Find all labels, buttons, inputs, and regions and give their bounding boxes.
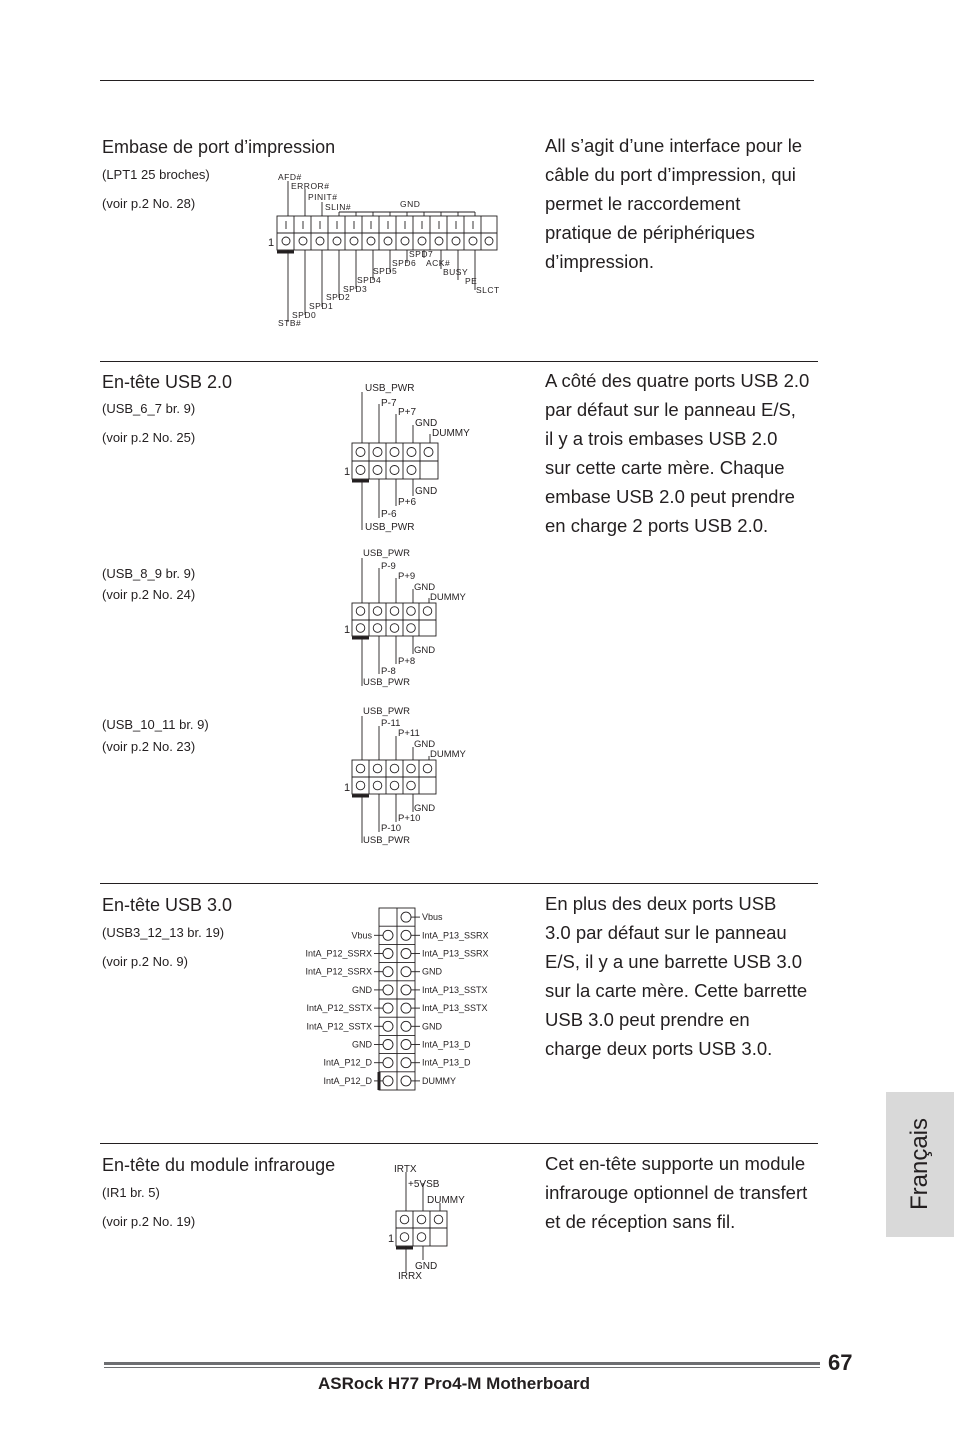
pin-label: P-11 xyxy=(381,718,401,729)
pin-label: SLCT xyxy=(476,285,500,295)
usb3-left-pin-label: Vbus xyxy=(351,930,372,941)
usb3-right-pin-label: IntA_P13_SSRX xyxy=(422,930,489,941)
usb3-right-pin-label: GND xyxy=(422,966,442,977)
pin-label: SPD0 xyxy=(292,310,317,320)
pin-label: P-9 xyxy=(381,561,396,572)
usb3-left-pin-label: IntA_P12_SSRX xyxy=(305,948,372,959)
lpt-subtitle: (LPT1 25 broches) xyxy=(102,167,210,182)
footer-rule xyxy=(104,1362,820,1365)
pin-label: SPD7 xyxy=(409,249,434,259)
pin-label: ERROR# xyxy=(291,181,330,191)
page-number: 67 xyxy=(828,1350,853,1375)
usb2-title: En-tête USB 2.0 xyxy=(102,372,233,392)
usb89-subtitle: (USB_8_9 br. 9) xyxy=(102,566,196,581)
usb3-right-pin-label: DUMMY xyxy=(422,1075,456,1086)
usb3-subtitle: (USB3_12_13 br. 19) xyxy=(102,925,225,940)
usb3-desc-line: charge deux ports USB 3.0. xyxy=(545,1038,773,1059)
pin-label: P-10 xyxy=(381,823,402,834)
pin-label: USB_PWR xyxy=(363,835,410,846)
usb3-right-pin-label: IntA_P13_SSTX xyxy=(422,1003,488,1014)
lpt-title: Embase de port d’impression xyxy=(102,137,336,157)
pin-label: GND xyxy=(415,1261,438,1272)
pin-label: SPD4 xyxy=(357,275,382,285)
usb3-desc-line: sur la carte mère. Cette barrette xyxy=(545,980,808,1001)
pin-label: IRTX xyxy=(394,1164,417,1175)
footer-rule-thin xyxy=(104,1367,820,1368)
pin-label: IRRX xyxy=(398,1271,422,1282)
pin-label: GND xyxy=(414,645,436,656)
usb3-left-pin-label: IntA_P12_SSTX xyxy=(306,1021,372,1032)
usb3-right-pin-label: IntA_P13_SSRX xyxy=(422,948,489,959)
pin-label: P+6 xyxy=(398,497,417,508)
usb3-right-pin-label: IntA_P13_D xyxy=(422,1039,471,1050)
usb1011-subtitle: (USB_10_11 br. 9) xyxy=(102,717,209,732)
language-tab xyxy=(886,1092,954,1237)
pin-label: PINIT# xyxy=(308,192,338,202)
lpt-desc-line: d’impression. xyxy=(545,251,654,272)
pin-label: SPD3 xyxy=(343,284,368,294)
pin1-label: 1 xyxy=(268,237,275,249)
pin-label: P+11 xyxy=(398,728,420,739)
pin-label: GND xyxy=(415,418,438,429)
pin-label: ACK# xyxy=(426,258,451,268)
pin-label: DUMMY xyxy=(427,1195,465,1206)
pin-label: USB_PWR xyxy=(363,548,410,559)
ir-desc-line: et de réception sans fil. xyxy=(545,1211,736,1232)
usb2-desc-line: en charge 2 ports USB 2.0. xyxy=(545,515,769,536)
usb3-left-pin-label: IntA_P12_D xyxy=(323,1075,372,1086)
pin-label: SLIN# xyxy=(325,202,352,212)
pin-label: DUMMY xyxy=(430,749,466,760)
pin-label: P+8 xyxy=(398,656,416,667)
usb3-desc-line: USB 3.0 peut prendre en xyxy=(545,1009,750,1030)
pin1-label: 1 xyxy=(344,624,351,636)
pin-label: SPD6 xyxy=(392,258,417,268)
usb2-desc-line: il y a trois embases USB 2.0 xyxy=(545,428,778,449)
pin-label: USB_PWR xyxy=(365,383,415,394)
pin-label: SPD1 xyxy=(309,301,334,311)
pin-label: DUMMY xyxy=(432,428,470,439)
lpt-desc-line: All s’agit d’une interface pour le xyxy=(545,135,803,156)
pin-label: USB_PWR xyxy=(365,522,415,533)
ir-desc-line: infrarouge optionnel de transfert xyxy=(545,1182,808,1203)
pin-label: USB_PWR xyxy=(363,706,410,717)
pin1-label: 1 xyxy=(388,1233,395,1245)
ir-desc-line: Cet en-tête supporte un module xyxy=(545,1153,806,1174)
usb3-title: En-tête USB 3.0 xyxy=(102,895,233,915)
usb3-right-pin-label: Vbus xyxy=(422,912,443,923)
usb3-left-pin-label: IntA_P12_D xyxy=(323,1057,372,1068)
usb3-right-pin-label: IntA_P13_SSTX xyxy=(422,984,488,995)
usb89-ref: (voir p.2 No. 24) xyxy=(102,587,196,602)
lpt-desc-line: câble du port d’impression, qui xyxy=(545,164,796,185)
usb3-ref: (voir p.2 No. 9) xyxy=(102,954,188,969)
usb3-desc-line: En plus des deux ports USB xyxy=(545,893,777,914)
pin-label: P-7 xyxy=(381,398,397,409)
pin-label: GND xyxy=(400,199,421,209)
footer-title: ASRock H77 Pro4-M Motherboard xyxy=(318,1374,591,1393)
lpt-ref: (voir p.2 No. 28) xyxy=(102,196,196,211)
pin-label: USB_PWR xyxy=(363,677,410,688)
pin-label: +5VSB xyxy=(408,1179,440,1190)
pin-label: P+9 xyxy=(398,571,416,582)
pin-label: PE xyxy=(465,276,478,286)
language-tab-label: Français xyxy=(906,1117,933,1211)
usb2-desc-line: sur cette carte mère. Chaque xyxy=(545,457,785,478)
lpt-desc-line: pratique de périphériques xyxy=(545,222,755,243)
pin1-label: 1 xyxy=(344,782,351,794)
pin-label: SPD5 xyxy=(373,266,398,276)
ir-title: En-tête du module infrarouge xyxy=(102,1155,336,1175)
pin-label: GND xyxy=(415,486,438,497)
ir-subtitle: (IR1 br. 5) xyxy=(102,1185,160,1200)
pin-label: GND xyxy=(414,803,436,814)
usb3-right-pin-label: IntA_P13_D xyxy=(422,1057,471,1068)
pin-label: AFD# xyxy=(278,172,302,182)
pin-label: BUSY xyxy=(443,267,469,277)
pin-label: GND xyxy=(414,582,436,593)
usb1011-ref: (voir p.2 No. 23) xyxy=(102,739,196,754)
usb2-ref: (voir p.2 No. 25) xyxy=(102,430,196,445)
usb2-desc-line: A côté des quatre ports USB 2.0 xyxy=(545,370,810,391)
usb2-subtitle: (USB_6_7 br. 9) xyxy=(102,401,196,416)
pin-label: P-6 xyxy=(381,509,397,520)
usb3-desc-line: 3.0 par défaut sur le panneau xyxy=(545,922,787,943)
usb3-left-pin-label: GND xyxy=(352,984,372,995)
pin-label: P+7 xyxy=(398,407,417,418)
usb3-left-pin-label: GND xyxy=(352,1039,372,1050)
pin-label: GND xyxy=(414,739,436,750)
usb3-left-pin-label: IntA_P12_SSRX xyxy=(305,966,372,977)
pin1-label: 1 xyxy=(344,466,351,478)
pin-label: STB# xyxy=(278,318,302,328)
pin-label: DUMMY xyxy=(430,592,466,603)
usb2-desc-line: embase USB 2.0 peut prendre xyxy=(545,486,795,507)
ir-ref: (voir p.2 No. 19) xyxy=(102,1214,196,1229)
pin-label: P-8 xyxy=(381,666,396,677)
pin-label: P+10 xyxy=(398,813,421,824)
usb2-desc-line: par défaut sur le panneau E/S, xyxy=(545,399,796,420)
lpt-desc-line: permet le raccordement xyxy=(545,193,741,214)
usb3-right-pin-label: GND xyxy=(422,1021,442,1032)
usb3-desc-line: E/S, il y a une barrette USB 3.0 xyxy=(545,951,803,972)
pin-label: SPD2 xyxy=(326,292,351,302)
usb3-left-pin-label: IntA_P12_SSTX xyxy=(306,1003,372,1014)
